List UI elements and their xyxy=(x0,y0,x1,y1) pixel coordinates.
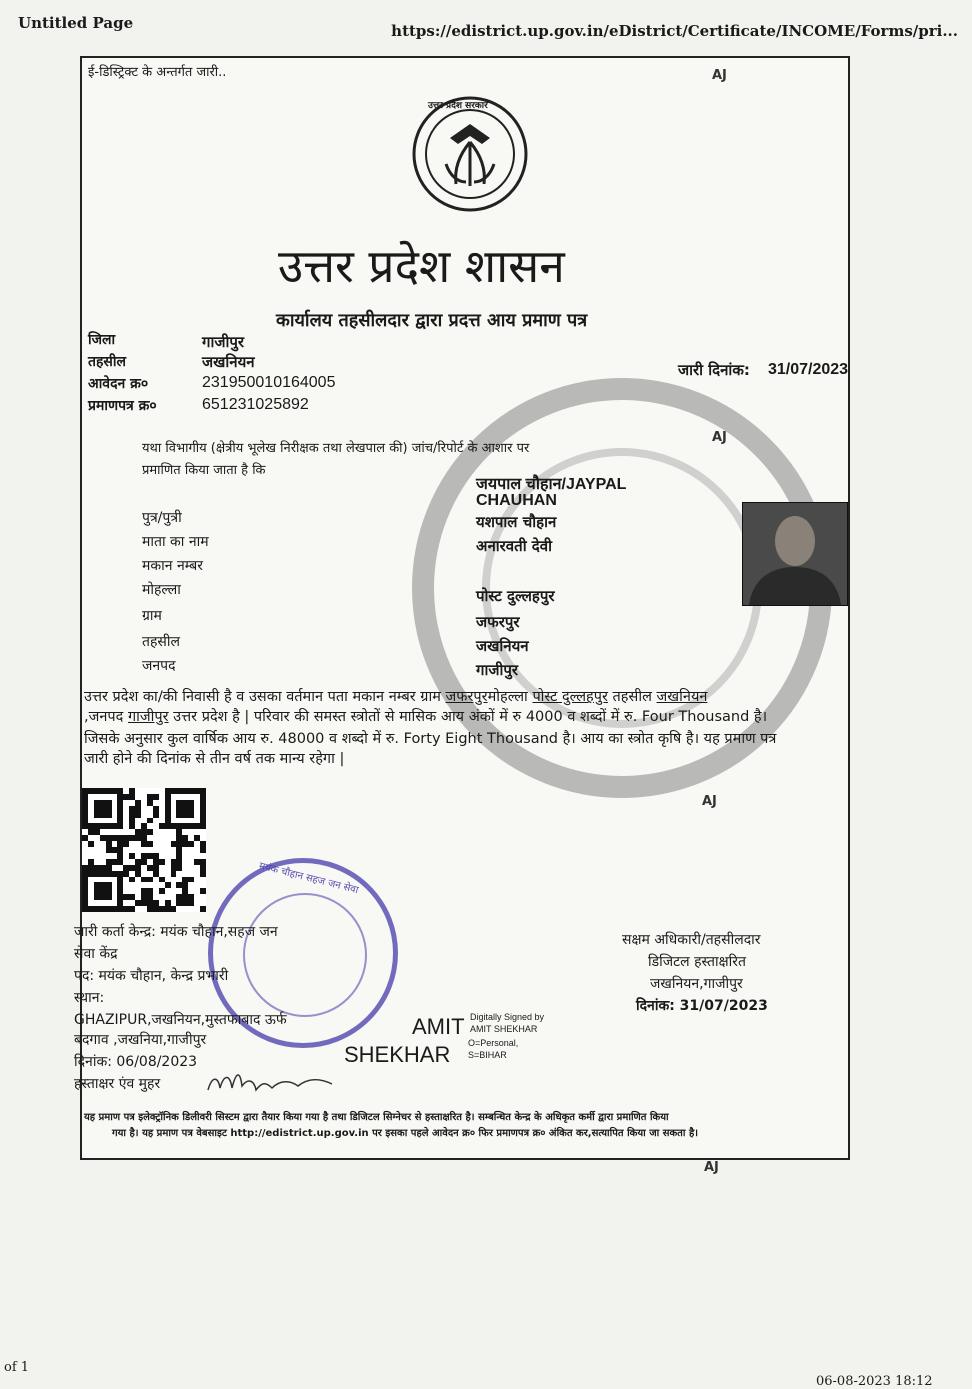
issued-under-note: ई-डिस्ट्रिक्ट के अन्तर्गत जारी.. xyxy=(88,65,227,80)
applicant-photo xyxy=(742,502,848,606)
print-timestamp: 06-08-2023 18:12 xyxy=(816,1374,933,1389)
authority-digital-signed: डिजिटल हस्ताक्षरित xyxy=(648,954,746,970)
label-village: ग्राम xyxy=(142,608,162,624)
initials-mark-4: AJ xyxy=(704,1160,719,1175)
intro-line-1: यथा विभागीय (क्षेत्रीय भूलेख निरीक्षक तथा लेखपाल की) जांच/रिपोर्ट के आशार पर xyxy=(142,441,530,456)
issuer-center: जारी कर्ता केन्द्र: मयंक चौहान,सहज जन xyxy=(74,924,278,940)
print-page-count: of 1 xyxy=(4,1360,30,1375)
certificate-subheading: कार्यालय तहसीलदार द्वारा प्रदत्त आय प्रमाण पत्र xyxy=(276,310,588,331)
issuer-date: दिनांक: 06/08/2023 xyxy=(74,1054,198,1070)
meta-label-district: जिला xyxy=(88,332,116,348)
certificate-heading: उत्तर प्रदेश शासन xyxy=(278,239,565,293)
initials-mark-3: AJ xyxy=(702,794,717,809)
verification-qr-code xyxy=(82,788,206,912)
meta-value-application-no: 231950010164005 xyxy=(202,374,336,391)
validity-line: जारी होने की दिनांक से तीन वर्ष तक मान्य रहेगा | xyxy=(84,751,345,767)
qr-module xyxy=(200,906,206,912)
issuer-place-1: GHAZIPUR,जखनियन,मुस्तफाबाद ऊर्फ xyxy=(74,1012,287,1028)
para-village: जफरपुर xyxy=(445,689,488,705)
digital-signer-name-b: SHEKHAR xyxy=(344,1042,451,1067)
label-mohalla: मोहल्ला xyxy=(142,582,181,598)
authority-location: जखनियन,गाजीपुर xyxy=(650,976,743,992)
meta-label-certificate-no: प्रमाणपत्र क्र० xyxy=(88,398,157,414)
residence-line-2: ,जनपद गाजीपुर उत्तर प्रदेश है | परिवार की समस्त स्त्रोतों से मासिक आय अंकों में रु 4000 व शब्दों में रु. Four Thousand है। xyxy=(84,709,768,725)
authority-title: सक्षम अधिकारी/तहसीलदार xyxy=(622,932,761,948)
intro-line-2: प्रमाणित किया जाता है कि xyxy=(142,463,266,478)
para-district: गाजीपुर xyxy=(127,709,169,725)
stamp-inner-ring xyxy=(243,893,367,1017)
meta-value-tehsil: जखनियन xyxy=(202,353,255,371)
residence-line-1: उत्तर प्रदेश का/की निवासी है व उसका वर्तमान पता मकान नम्बर ग्राम जफरपुरमोहल्ला पोस्ट दुल्लहपुर तहसील जखनियन xyxy=(84,689,708,705)
stamp-text: मयंक चौहान सहज जन सेवा xyxy=(257,860,360,897)
label-house-number: मकान नम्बर xyxy=(142,558,204,574)
value-district: गाजीपुर xyxy=(476,661,519,679)
applicant-name-line-1: जयपाल चौहान/JAYPAL xyxy=(476,476,627,493)
issue-date-value: 31/07/2023 xyxy=(768,361,849,378)
applicant-name-line-2: CHAUHAN xyxy=(476,492,557,509)
authority-date: दिनांक: 31/07/2023 xyxy=(636,998,768,1014)
initials-mark-2: AJ xyxy=(712,430,727,445)
value-mother-name: अनारवती देवी xyxy=(476,537,552,555)
issuer-post: पद: मयंक चौहान, केन्द्र प्रभारी xyxy=(74,968,229,984)
issuer-center-2: सेवा केंद्र xyxy=(74,946,118,962)
initials-mark: AJ xyxy=(712,68,727,83)
footer-note-line-2: गया है। यह प्रमाण पत्र वेबसाइट http://edistrict.up.gov.in पर इसका पहले आवेदन क्र० फिर प्रमाणपत्र क्र० अंकित कर,सत्यापित किया जा सकता है। xyxy=(112,1128,699,1139)
emblem-caption: उत्तर प्रदेश सरकार xyxy=(428,101,488,111)
digital-sign-line-2: AMIT SHEKHAR xyxy=(470,1024,538,1034)
para-tehsil: जखनियन xyxy=(656,689,708,705)
value-mohalla: पोस्ट दुल्लहपुर xyxy=(476,587,555,605)
meta-label-tehsil: तहसील xyxy=(88,354,126,370)
para-mohalla: पोस्ट दुल्लहपुर xyxy=(532,689,608,705)
meta-value-district: गाजीपुर xyxy=(202,333,245,351)
footer-note-line-1: यह प्रमाण पत्र इलेक्ट्रॉनिक डिलीवरी सिस्टम द्वारा तैयार किया गया है तथा डिजिटल सिग्नेचर से हस्ताक्षरित है। सम्बन्धित केन्द्र के अधिकृत कर्मी द्वारा प्रमाणित किया xyxy=(84,1112,669,1123)
digital-sign-line-1: Digitally Signed by xyxy=(470,1012,545,1022)
handwritten-signature xyxy=(202,1064,362,1098)
label-mother-name: माता का नाम xyxy=(142,534,209,550)
issuer-place-label: स्थान: xyxy=(74,990,105,1006)
value-parent: यशपाल चौहान xyxy=(476,513,557,531)
label-district: जनपद xyxy=(142,658,176,674)
income-line: जिसके अनुसार कुल वार्षिक आय रु. 48000 व शब्दो में रु. Forty Eight Thousand है। आय का स्त्रोत कृषि है। यह प्रमाण पत्र xyxy=(84,731,777,747)
income-certificate xyxy=(74,56,850,1160)
digital-sign-line-4: S=BIHAR xyxy=(468,1050,507,1060)
value-village: जफरपुर xyxy=(476,613,520,631)
label-parent: पुत्र/पुत्री xyxy=(142,510,182,526)
digital-signer-name-a: AMIT xyxy=(412,1014,465,1039)
label-tehsil: तहसील xyxy=(142,634,180,650)
issuer-place-2: बदगाव ,जखनिया,गाजीपुर xyxy=(74,1032,207,1048)
meta-value-certificate-no: 651231025892 xyxy=(202,396,309,413)
issuer-sign-label: हस्ताक्षर एंव मुहर xyxy=(74,1076,161,1092)
person-photo-icon xyxy=(743,503,847,605)
print-page-title: Untitled Page xyxy=(18,14,134,32)
meta-label-application-no: आवेदन क्र० xyxy=(88,376,149,392)
digital-sign-line-3: O=Personal, xyxy=(468,1038,519,1048)
up-govt-emblem-icon xyxy=(410,94,530,214)
issue-date-label: जारी दिनांक: xyxy=(678,361,750,379)
print-page-url: https://edistrict.up.gov.in/eDistrict/Certificate/INCOME/Forms/pri... xyxy=(391,22,958,40)
value-tehsil: जखनियन xyxy=(476,637,529,655)
